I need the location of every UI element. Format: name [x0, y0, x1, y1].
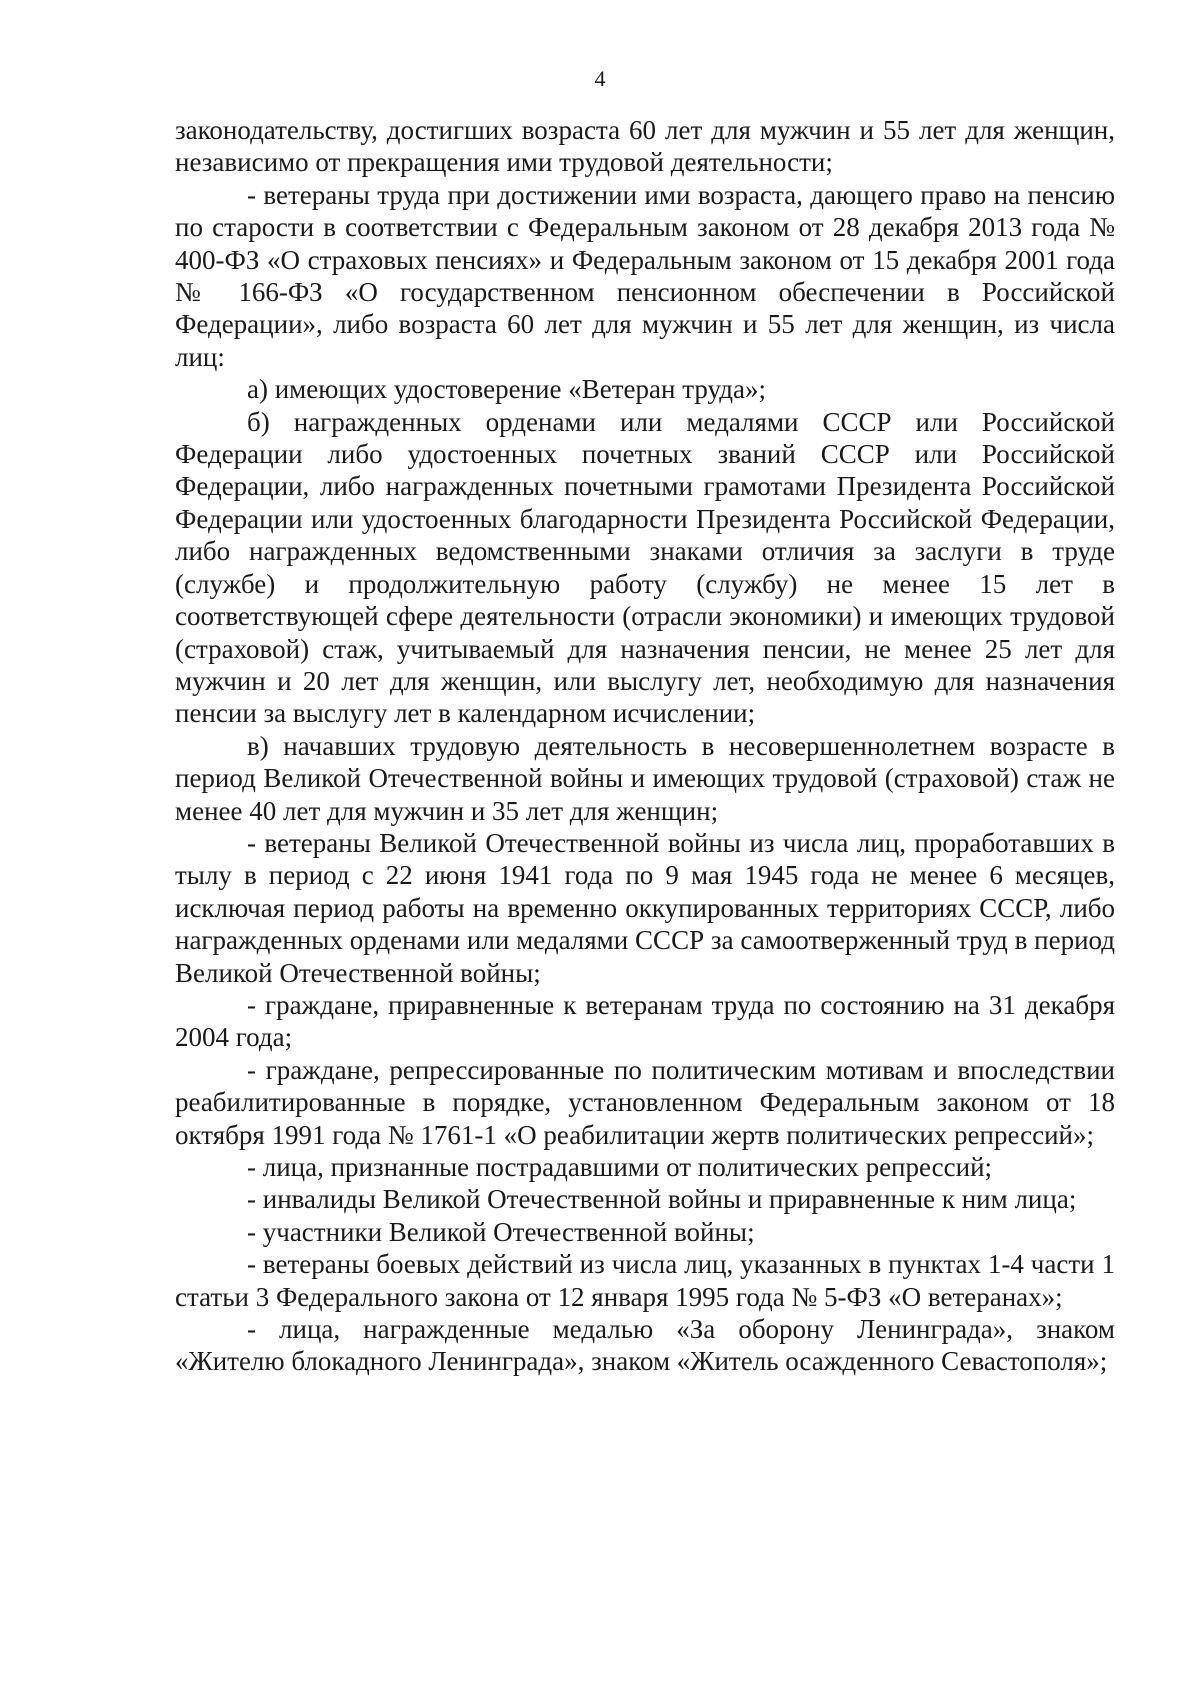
paragraph-leningrad-medal: - лица, награжденные медалью «За оборону Ленинграда», знаком «Жителю блокадного Ленинграда», знаком «Житель осажденного Севастополя»;: [175, 1314, 1115, 1377]
paragraph-item-v: в) начавших трудовую деятельность в несовершеннолетнем возрасте в период Великой Отечественной войны и имеющих трудовой (страховой) стаж не менее 40 лет для мужчин и 35 лет для женщин;: [175, 730, 1115, 826]
paragraph-war-participants: - участники Великой Отечественной войны;: [247, 1216, 755, 1247]
paragraph-labor-veterans: - ветераны труда при достижении ими возраста, дающего право на пенсию по старости в соответствии с Федеральным законом от 28 декабря 2013 года № 400-ФЗ «О страховых пенсиях» и Федеральным законом от 15 декабря 2001 года № 166-ФЗ «О государственном пенсионном обеспечении в Российской Федерации», либо возраста 60 лет для мужчин и 55 лет для женщин, из числа лиц:: [175, 179, 1115, 372]
paragraph-repressed: - граждане, репрессированные по политическим мотивам и впоследствии реабилитированные в порядке, установленном Федеральным законом от 18 октября 1991 года № 1761-1 «О реабилитации жертв политических репрессий»;: [175, 1054, 1115, 1150]
paragraph-repression-victims: - лица, признанные пострадавшими от политических репрессий;: [247, 1152, 993, 1182]
document-body: [175, 114, 1115, 1378]
paragraph-item-b: б) награжденных орденами или медалями СССР или Российской Федерации либо удостоенных почетных званий СССР или Российской Федерации, либо награжденных почетными грамотами Президента Российской Федерации или удостоенных благодарности Президента Российской Федерации, либо награжденных ведомственными знаками отличия за заслуги в труде (службе) и продолжительную работу (службу) не менее 15 лет в соответствующей сфере деятельности (отрасли экономики) и имеющих трудовой (страховой) стаж, учитываемый для назначения пенсии, не менее 25 лет для мужчин и 20 лет для женщин, или выслугу лет, необходимую для назначения пенсии за выслугу лет в календарном исчислении;: [175, 406, 1115, 729]
paragraph-item-a: а) имеющих удостоверение «Ветеран труда»;: [247, 374, 766, 405]
paragraph-war-veterans-rear: - ветераны Великой Отечественной войны из числа лиц, проработавших в тылу в период с 22 июня 1941 года по 9 мая 1945 года не менее 6 месяцев, исключая период работы на временно оккупированных территориях СССР, либо награжденных орденами или медалями СССР за самоотверженный труд в период Великой Отечественной войны;: [175, 827, 1115, 988]
paragraph-combat-veterans: - ветераны боевых действий из числа лиц, указанных в пунктах 1-4 части 1 статьи 3 Федерального закона от 12 января 1995 года № 5-ФЗ «О ветеранах»;: [175, 1249, 1115, 1312]
paragraph-war-invalids: - инвалиды Великой Отечественной войны и приравненные к ним лица;: [247, 1184, 1077, 1215]
paragraph-equated-veterans: - граждане, приравненные к ветеранам труда по состоянию на 31 декабря 2004 года;: [175, 989, 1115, 1053]
page-number: 4: [594, 66, 606, 91]
paragraph-continuation: законодательству, достигших возраста 60 лет для мужчин и 55 лет для женщин, независимо от прекращения ими трудовой деятельности;: [175, 115, 1115, 178]
